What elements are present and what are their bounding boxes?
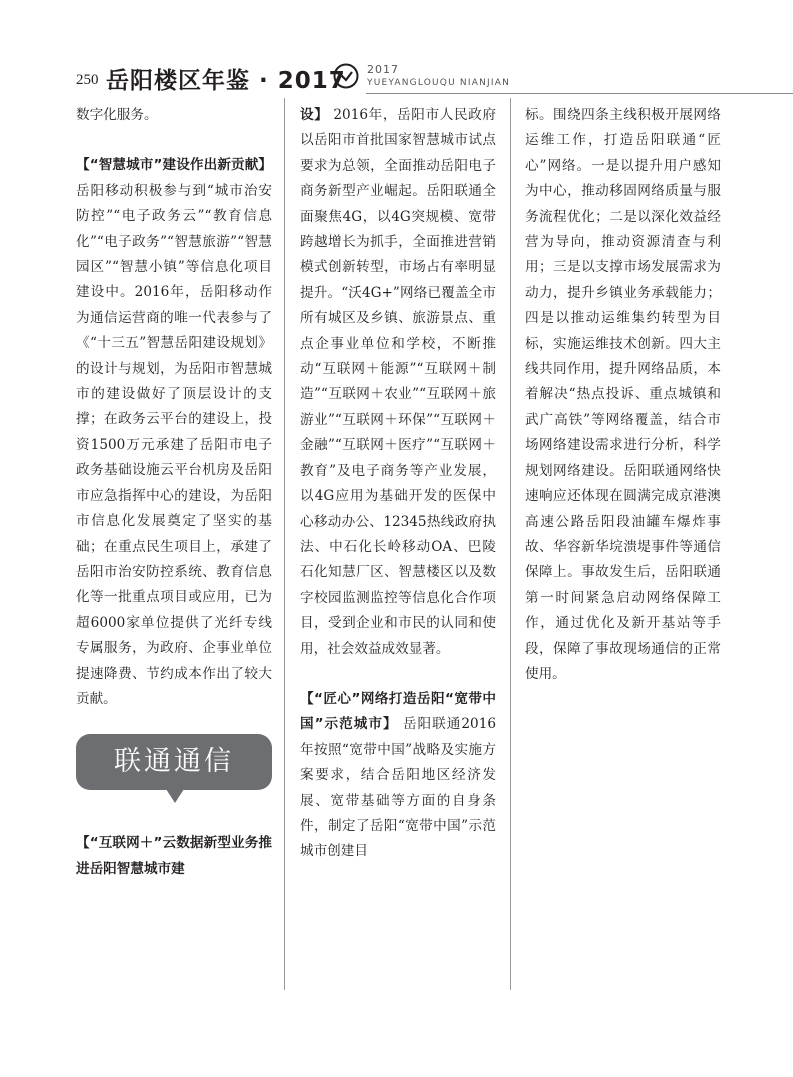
- article-heading-cont: 设】: [300, 107, 329, 123]
- column-divider-1: [284, 98, 285, 990]
- header-pinyin: YUEYANGLOUQU NIANJIAN: [367, 78, 511, 88]
- book-title: 岳阳楼区年鉴 · 2017: [106, 68, 346, 94]
- article-heading: 【“智慧城市”建设作出新贡献】: [76, 157, 272, 174]
- section-title: 联通通信: [114, 746, 234, 778]
- article-internet-plus: [300, 103, 496, 662]
- page-number: 250: [76, 72, 99, 88]
- article-body: 岳阳移动积极参与到“城市治安防控”“电子政务云”“教育信息化”“电子政务”“智慧旅游”“智慧园区”“智慧小镇”等信息化项目建设中。2016年，岳阳移动作为通信运营商的唯一代表参与了《“十三五”智慧岳阳建设规划》的设计与规划，为岳阳市智慧城市的建设做好了顶层设计的支撑；在政务云平台的建设上，投资1500万元承建了岳阳市电子政务基础设施云平台机房及岳阳市应急指挥中心的建设，为岳阳市信息化发展奠定了坚实的基础；在重点民生项目上，承建了岳阳市治安防控系统、教育信息化等一批重点项目或应用，已为超6000家单位提供了光纤专线专属服务，为政府、企事业单位提速降费、节约成本作出了较大贡献。: [76, 182, 272, 707]
- section-badge: [76, 734, 272, 804]
- article-craftsman-network: [300, 687, 496, 865]
- column-3: [525, 103, 721, 687]
- article-smart-city: [76, 153, 272, 712]
- article-craftsman-network-cont: 标。围绕四条主线积极开展网络运维工作，打造岳阳联通“匠心”网络。一是以提升用户感知为中心，推动移固网络质量与服务流程优化；二是以深化效益经营为导向，推动资源清查与利用；三是以支撑市场发展需求为动力，提升乡镇业务承载能力；四是以推动运维集约转型为目标，实施运维技术创新。四大主线共同作用，提升网络品质，本着解决“热点投诉、重点城镇和武广高铁”等网络覆盖，结合市场网络建设需求进行分析，科学规划网络建设。岳阳联通网络快速响应还体现在圆满完成京港澳高速公路岳阳段油罐车爆炸事故、华容新华垸溃堤事件等通信保障上。事故发生后，岳阳联通第一时间紧急启动网络保障工作，通过优化及新开基站等手段，保障了事故现场通信的正常使用。: [525, 107, 721, 682]
- header-year: 2017: [367, 63, 399, 76]
- article-heading: 【“互联网＋”云数据新型业务推进岳阳智慧城市建: [76, 835, 272, 877]
- article-heading: 【“匠心”网络打造岳阳“宽带中国”示范城市】: [300, 690, 496, 733]
- circle-check-icon: [333, 63, 359, 89]
- page-header: [0, 0, 793, 110]
- header-rule: [366, 93, 793, 94]
- article-body: 2016年，岳阳市人民政府以岳阳市首批国家智慧城市试点要求为总领，全面推动岳阳电子商务新型产业崛起。岳阳联通全面聚焦4G，以4G突规模、宽带跨越增长为抓手，全面推进营销模式创新转型，市场占有率明显提升。“沃4G+”网络已覆盖全市所有城区及乡镇、旅游景点、重点企事业单位和学校，不断推动“互联网＋能源”“互联网＋制造”“互联网＋农业”“互联网＋旅游业”“互联网＋环保”“互联网＋金融”“互联网＋医疗”“互联网＋教育”及电子商务等产业发展，以4G应用为基础开发的医保中心移动办公、12345热线政府执法、中石化长岭移动OA、巴陵石化知慧厂区、智慧楼区以及数字校园监测监控等信息化合作项目，受到企业和市民的认同和使用，社会效益成效显著。: [300, 107, 496, 657]
- column-1: [76, 103, 272, 882]
- article-heading-internet-plus: [76, 831, 272, 882]
- paragraph-intro: 数字化服务。: [76, 107, 158, 123]
- column-2: [300, 103, 496, 865]
- column-divider-2: [510, 98, 511, 990]
- article-body: 岳阳联通2016年按照“宽带中国”战略及实施方案要求，结合岳阳地区经济发展、宽带基础等方面的自身条件，制定了岳阳“宽带中国”示范城市创建目: [300, 716, 496, 860]
- badge-pointer: [166, 789, 184, 803]
